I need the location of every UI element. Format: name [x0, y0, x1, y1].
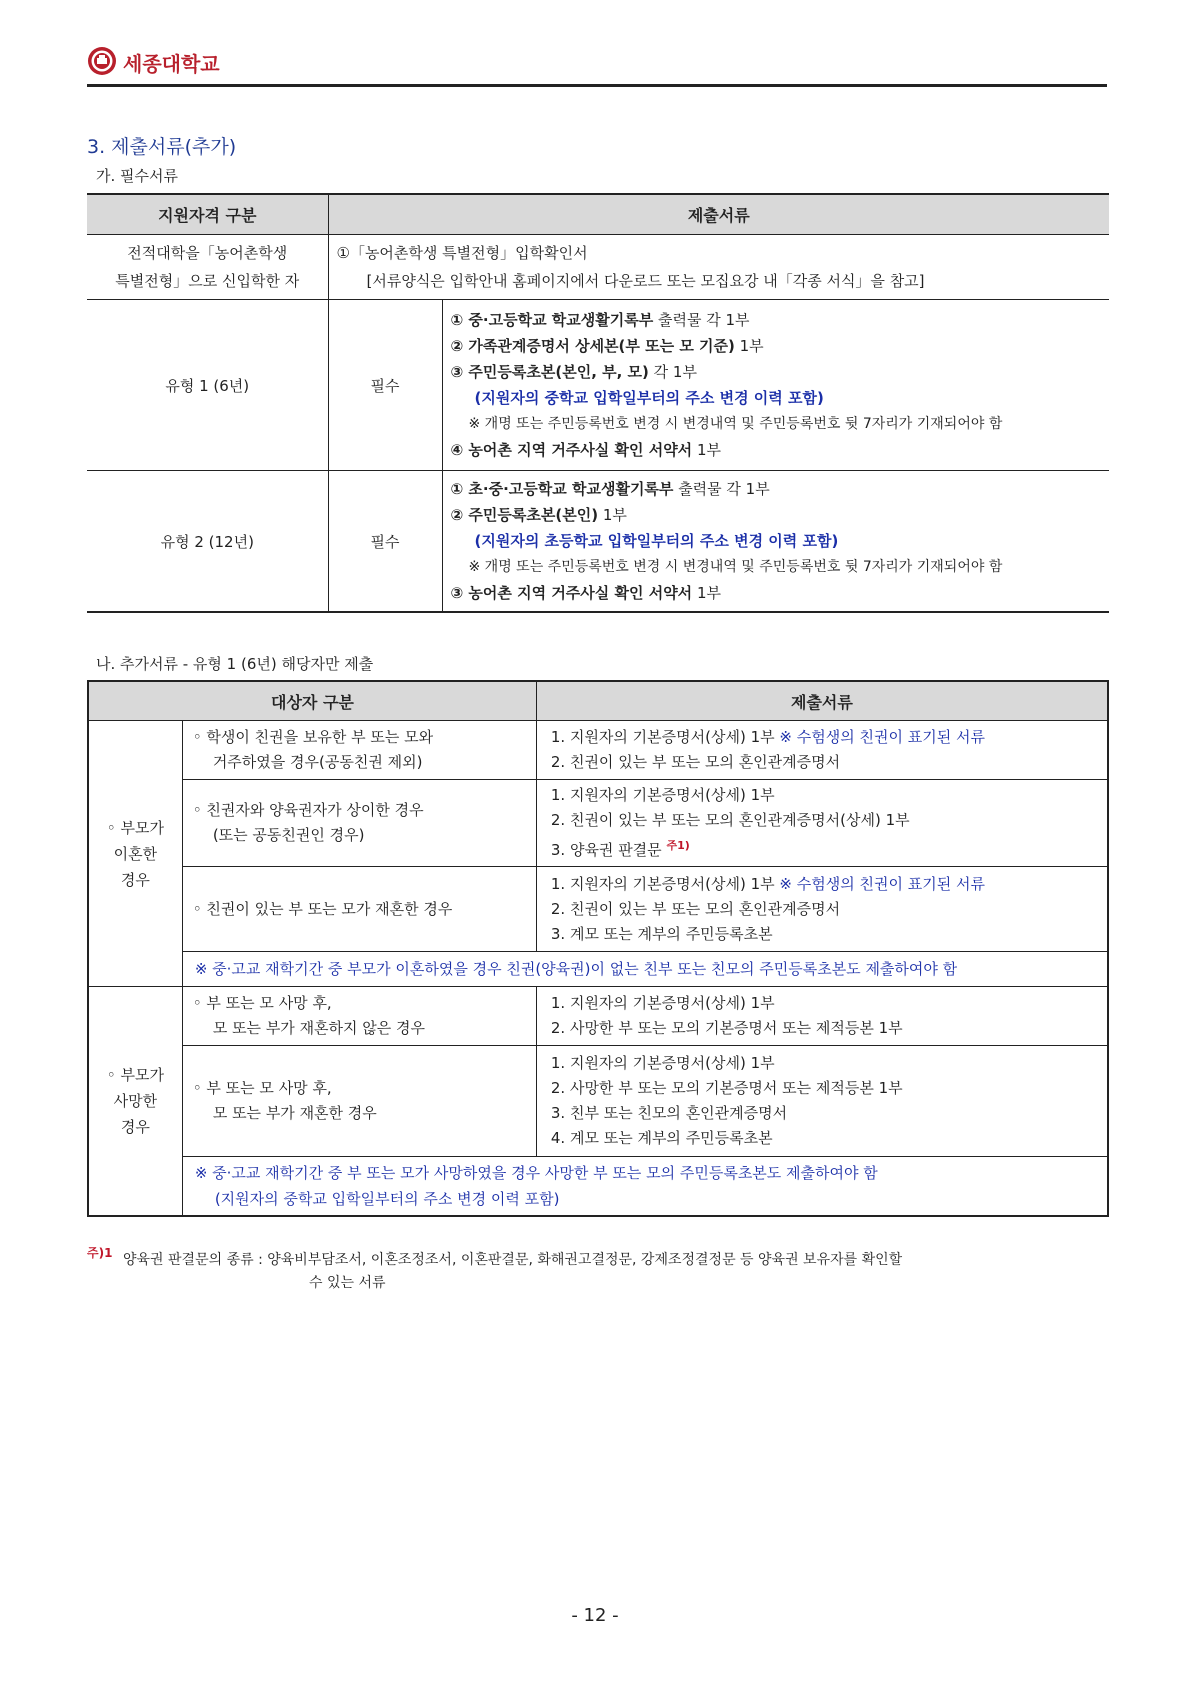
document-list: 1. 지원자의 기본증명서(상세) 1부 ※ 수험생의 친권이 표기된 서류 2. 친권이 있는 부 또는 모의 혼인관계증명서 3. 계모 또는 계부의 주민등록초본 — [536, 867, 1108, 952]
footnote-text-continued: 수 있는 서류 — [309, 1275, 386, 1291]
required-label: 필수 — [328, 471, 442, 613]
document-cell: ①「농어촌학생 특별전형」입학확인서 [서류양식은 입학안내 홈페이지에서 다운로드 또는 모집요강 내「각종 서식」을 참고] — [328, 235, 1109, 300]
document-list: ① 중·고등학교 학교생활기록부 출력물 각 1부 ② 가족관계증명서 상세본(부 또는 모 기준) 1부 ③ 주민등록초본(본인, 부, 모) 각 1부 (지원자의 중학교 입학일부터의 주소 변경 이력 포함) ※ 개명 또는 주민등록번호 변경 시 변경내역 및 주민등록번호 뒷 7자리가 기재되어야 함 ④ 농어촌 지역 거주사실 확인 서약서 1부 — [442, 300, 1109, 471]
notice-death: ※ 중·고교 재학기간 중 부 또는 모가 사망하였을 경우 사망한 부 또는 모의 주민등록초본도 제출하여야 함 (지원자의 중학교 입학일부터의 주소 변경 이력 포함) — [194, 1164, 878, 1208]
table-row — [88, 1157, 1108, 1217]
table-row — [87, 300, 1109, 471]
required-label: 필수 — [328, 300, 442, 471]
footnote-ref: 주1) — [666, 839, 690, 852]
additional-documents-table — [87, 680, 1109, 1217]
condition-cell: ◦ 친권이 있는 부 또는 모가 재혼한 경우 — [182, 867, 536, 952]
condition-cell: ◦ 학생이 친권을 보유한 부 또는 모와 거주하였을 경우(공동친권 제외) — [182, 721, 536, 780]
document-list: ① 초·중·고등학교 학교생활기록부 출력물 각 1부 ② 주민등록초본(본인) 1부 (지원자의 초등학교 입학일부터의 주소 변경 이력 포함) ※ 개명 또는 주민등록번호 변경 시 변경내역 및 주민등록번호 뒷 7자리가 기재되어야 함 ③ 농어촌 지역 거주사실 확인 서약서 1부 — [442, 471, 1109, 613]
column-header-target: 대상자 구분 — [88, 681, 536, 721]
table-row — [88, 780, 1108, 867]
document-list: 1. 지원자의 기본증명서(상세) 1부 2. 사망한 부 또는 모의 기본증명서 또는 제적등본 1부 3. 친부 또는 친모의 혼인관계증명서 4. 계모 또는 계부의 주민등록초본 — [536, 1046, 1108, 1157]
table-row — [88, 867, 1108, 952]
university-seal-icon — [87, 46, 117, 76]
column-header-documents: 제출서류 — [328, 194, 1109, 235]
type-label: 유형 2 (12년) — [87, 471, 328, 613]
table-row — [87, 235, 1109, 300]
eligibility-cell: 전적대학을「농어촌학생 특별전형」으로 신입학한 자 — [87, 235, 328, 300]
table-row — [88, 721, 1108, 780]
column-header-eligibility: 지원자격 구분 — [87, 194, 328, 235]
notice-divorce: ※ 중·고교 재학기간 중 부모가 이혼하였을 경우 친권(양육권)이 없는 친부 또는 친모의 주민등록초본도 제출하여야 함 — [182, 952, 1108, 987]
category-divorce: ◦ 부모가 이혼한 경우 — [88, 721, 182, 987]
condition-cell: ◦ 부 또는 모 사망 후, 모 또는 부가 재혼하지 않은 경우 — [182, 987, 536, 1046]
page-number: - 12 - — [571, 1605, 619, 1626]
table-row — [87, 471, 1109, 613]
category-death: ◦ 부모가 사망한 경우 — [88, 987, 182, 1217]
table-row — [88, 987, 1108, 1046]
table-row — [88, 952, 1108, 987]
footnote-mark: 주)1 — [87, 1246, 113, 1260]
type-label: 유형 1 (6년) — [87, 300, 328, 471]
condition-cell: ◦ 부 또는 모 사망 후, 모 또는 부가 재혼한 경우 — [182, 1046, 536, 1157]
page-header — [87, 40, 1107, 87]
column-header-documents: 제출서류 — [536, 681, 1108, 721]
document-list: 1. 지원자의 기본증명서(상세) 1부 ※ 수험생의 친권이 표기된 서류 2. 친권이 있는 부 또는 모의 혼인관계증명서 — [536, 721, 1108, 780]
condition-cell: ◦ 친권자와 양육권자가 상이한 경우 (또는 공동친권인 경우) — [182, 780, 536, 867]
subsection-required: 가. 필수서류 — [96, 167, 178, 185]
required-documents-table — [87, 193, 1109, 613]
document-list: 1. 지원자의 기본증명서(상세) 1부 2. 친권이 있는 부 또는 모의 혼인관계증명서(상세) 1부 3. 양육권 판결문 $^{주1)}$ — [536, 780, 1108, 867]
table-row — [88, 1046, 1108, 1157]
footnote-text: 양육권 판결문의 종류 : 양육비부담조서, 이혼조정조서, 이혼판결문, 화해권고결정문, 강제조정결정문 등 양육권 보유자를 확인할 — [123, 1252, 903, 1268]
section-title: 3. 제출서류(추가) — [87, 136, 237, 158]
subsection-additional: 나. 추가서류 - 유형 1 (6년) 해당자만 제출 — [96, 655, 374, 673]
university-name: 세종대학교 — [123, 52, 220, 76]
document-list: 1. 지원자의 기본증명서(상세) 1부 2. 사망한 부 또는 모의 기본증명서 또는 제적등본 1부 — [536, 987, 1108, 1046]
